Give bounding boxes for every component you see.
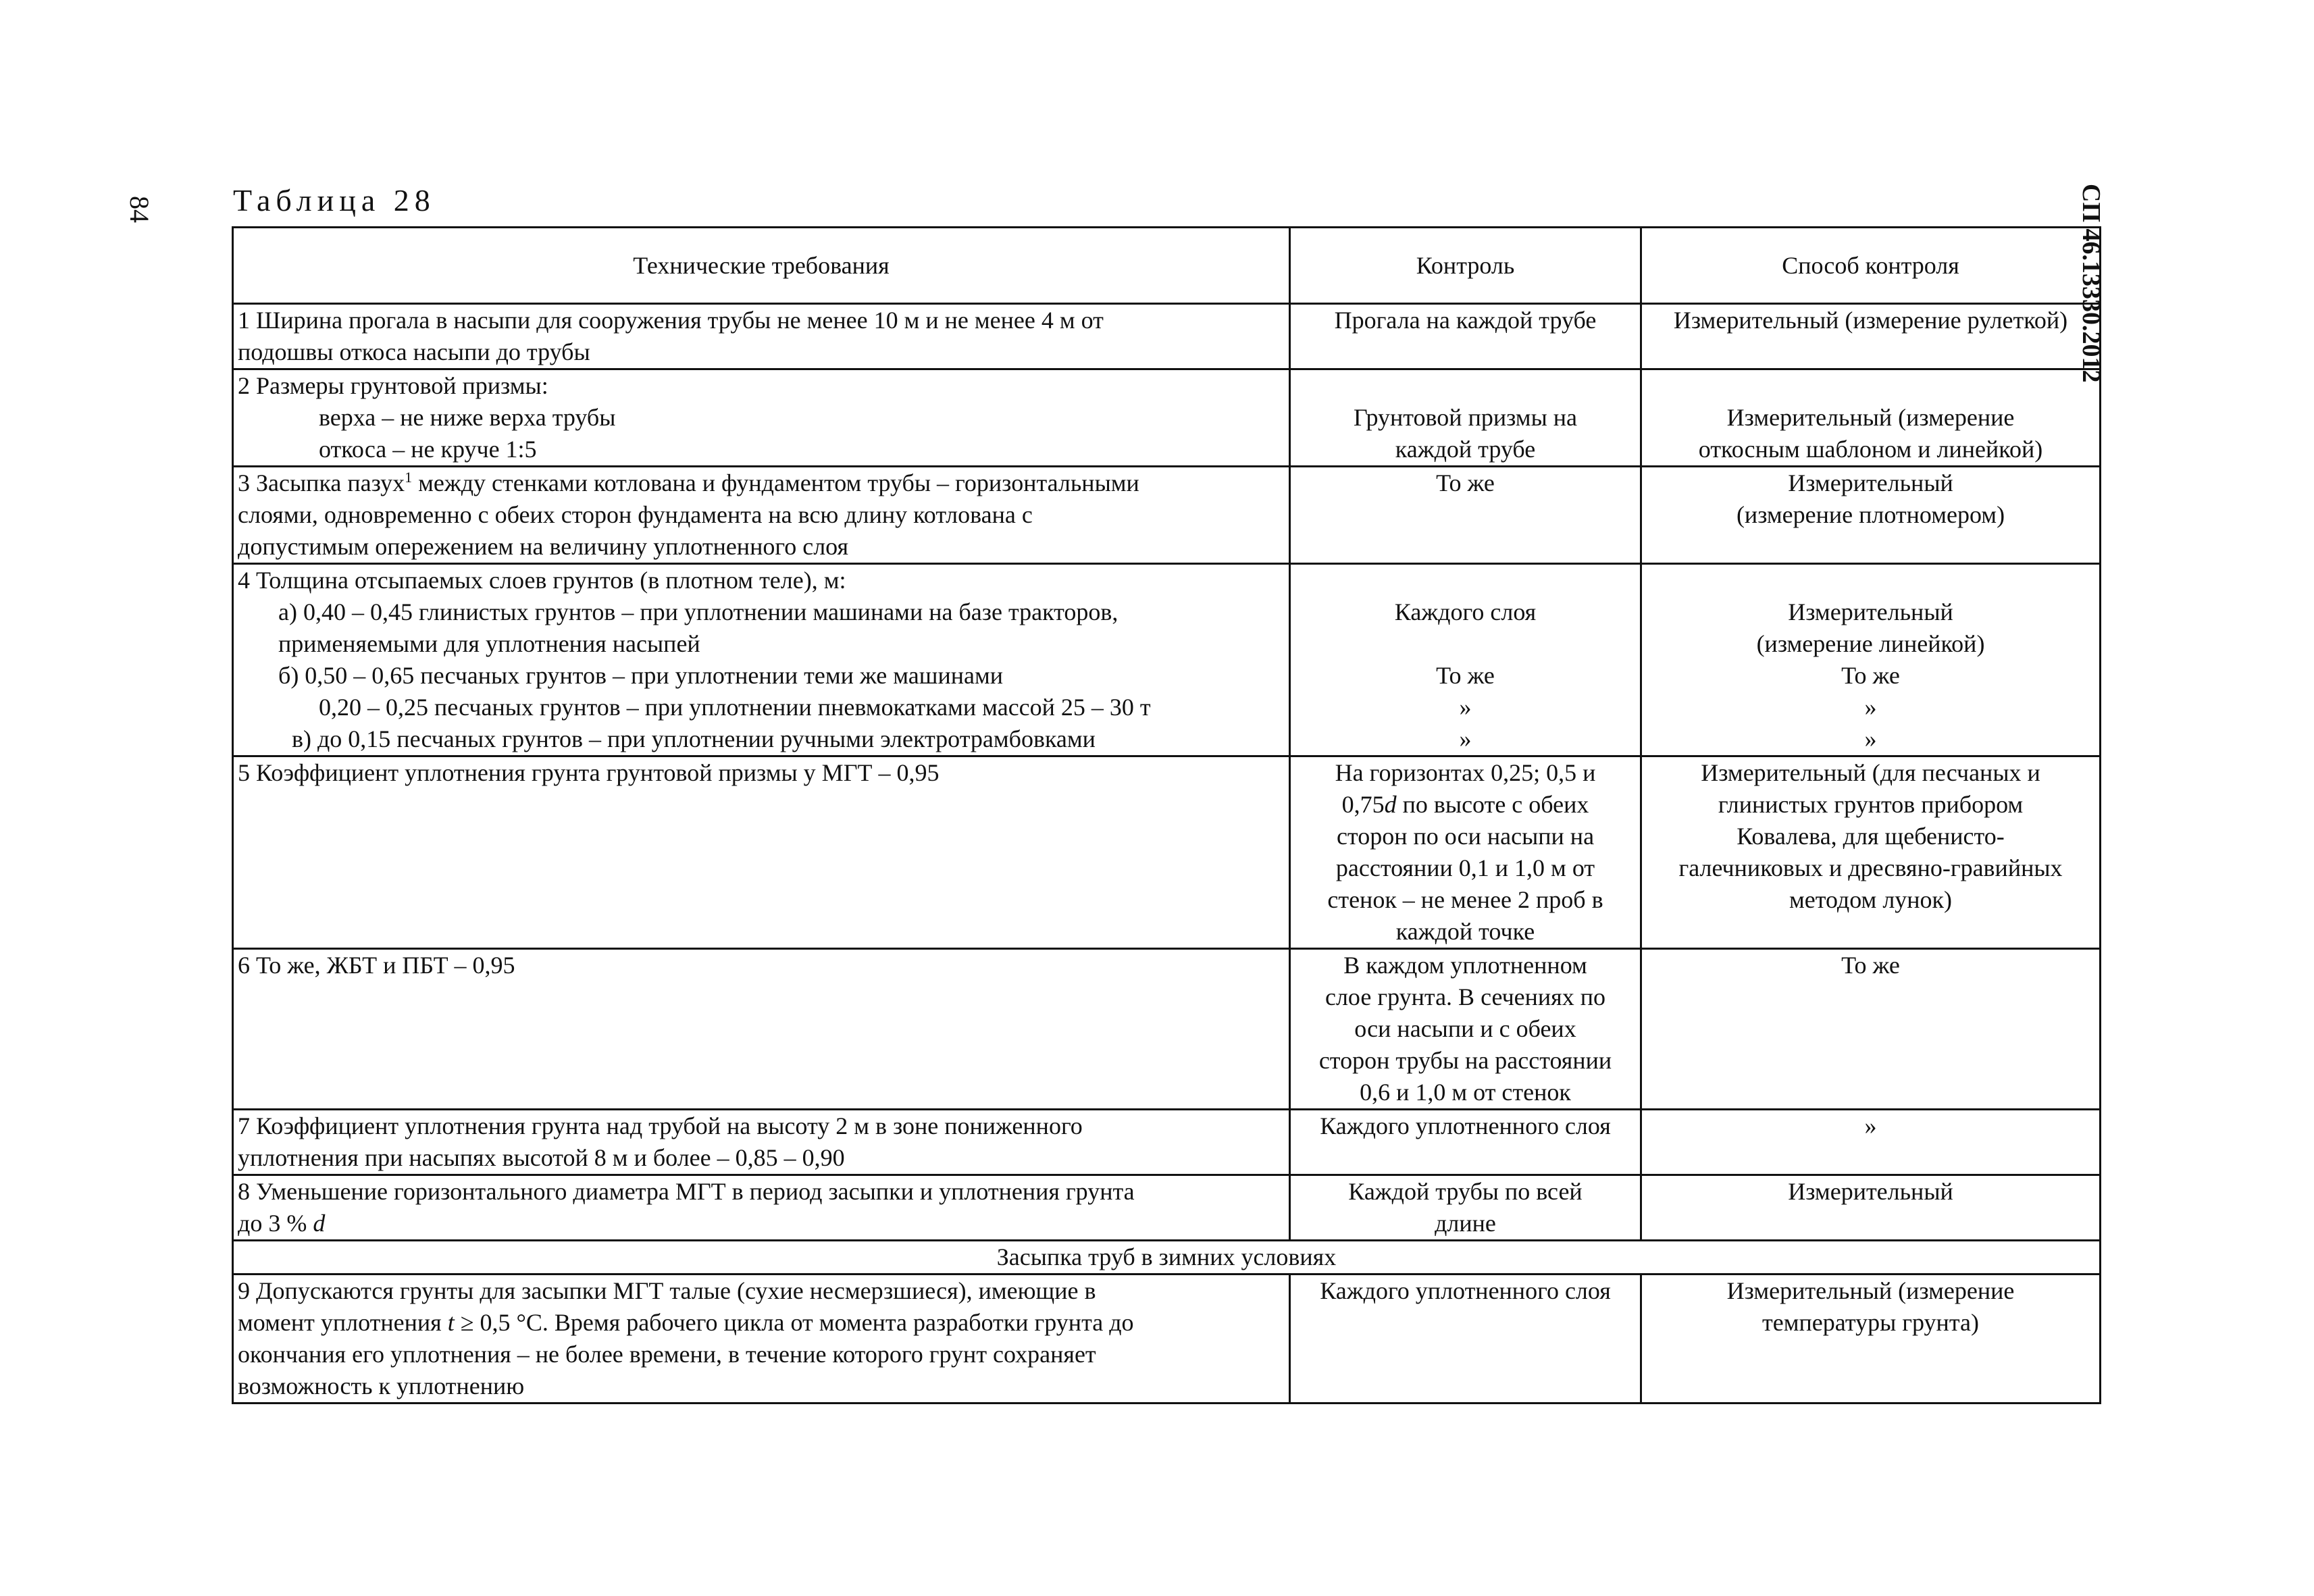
method-cell (1641, 564, 2101, 756)
control-cell (1290, 1110, 1641, 1175)
table-row (233, 1275, 2101, 1404)
cell-line: возможность к уплотнению (238, 1372, 525, 1399)
cell-line: откоса – не круче 1:5 (319, 436, 537, 463)
cell-line: допустимым опережением на величину уплотненного слоя (238, 533, 849, 560)
requirement-cell (233, 564, 1290, 756)
requirement-cell (233, 1175, 1290, 1241)
cell-line: температуры грунта) (1762, 1309, 1979, 1336)
cell-line: слое грунта. В сечениях по (1325, 983, 1606, 1010)
cell-line: каждой трубе (1395, 436, 1536, 463)
control-cell (1290, 1175, 1641, 1241)
cell-line: Ковалева, для щебенисто- (1737, 823, 2005, 850)
cell-line: Измерительный (измерение (1726, 1277, 2015, 1304)
cell-line (238, 1307, 1285, 1339)
cell-line: 2 Размеры грунтовой призмы: (238, 372, 548, 399)
method-cell (1641, 949, 2101, 1110)
table-caption: Таблица 28 (233, 183, 436, 217)
footnote-marker: 1 (405, 469, 413, 486)
cell-spacer (1295, 370, 1636, 402)
cell-line: уплотнения при насыпях высотой 8 м и более – 0,85 – 0,90 (238, 1144, 845, 1171)
cell-text: 0,75 (1341, 791, 1385, 818)
cell-spacer (1646, 565, 2095, 596)
cell-line: То же (1841, 662, 1900, 689)
page-number: 84 (124, 196, 155, 223)
header-technical-requirements: Технические требования (233, 228, 1290, 304)
method-cell (1641, 304, 2101, 369)
cell-line: Грунтовой призмы на (1353, 404, 1578, 431)
cell-line: Измерительный (1788, 1178, 1953, 1205)
cell-line: 8 Уменьшение горизонтального диаметра МГТ в период засыпки и уплотнения грунта (238, 1178, 1135, 1205)
cell-line: сторон по оси насыпи на (1336, 823, 1595, 850)
cell-line: В каждом уплотненном (1343, 952, 1587, 979)
cell-line: методом лунок) (1789, 886, 1953, 913)
table-row (233, 949, 2101, 1110)
cell-line: в) до 0,15 песчаных грунтов – при уплотнении ручными электротрамбовками (292, 725, 1096, 752)
cell-line: длине (1435, 1210, 1496, 1237)
cell-line (238, 467, 1285, 499)
cell-line: оси насыпи и с обеих (1354, 1015, 1576, 1042)
control-cell (1290, 1275, 1641, 1404)
table-row (233, 369, 2101, 467)
method-cell (1641, 1110, 2101, 1175)
cell-line: применяемыми для уплотнения насыпей (278, 630, 700, 657)
cell-line: расстоянии 0,1 и 1,0 м от (1335, 854, 1595, 881)
table-row (233, 564, 2101, 756)
cell-line: б) 0,50 – 0,65 песчаных грунтов – при уплотнении теми же машинами (278, 662, 1004, 689)
method-cell (1641, 756, 2101, 949)
cell-text: ≥ 0,5 °С. Время рабочего цикла от момента разработки грунта до (454, 1309, 1134, 1336)
method-cell (1641, 467, 2101, 564)
cell-line: Каждого уплотненного слоя (1320, 1112, 1611, 1139)
cell-text: момент уплотнения (238, 1309, 448, 1336)
cell-line: 7 Коэффициент уплотнения грунта над трубой на высоту 2 м в зоне пониженного (238, 1112, 1083, 1139)
cell-spacer (1646, 370, 2095, 402)
cell-line: стенок – не менее 2 проб в (1327, 886, 1603, 913)
requirement-cell (233, 1110, 1290, 1175)
cell-line (238, 1208, 1285, 1239)
cell-line: 4 Толщина отсыпаемых слоев грунтов (в плотном теле), м: (238, 567, 846, 594)
cell-line: Измерительный (измерение рулеткой) (1673, 307, 2068, 334)
requirement-cell (233, 304, 1290, 369)
cell-line: » (1459, 725, 1472, 752)
cell-line: подошвы откоса насыпи до трубы (238, 338, 590, 365)
cell-line: То же (1436, 469, 1495, 496)
document-code: СП 46.13330.2012 (2077, 184, 2105, 383)
cell-text: между стенками котлована и фундаментом трубы – горизонтальными (412, 469, 1139, 496)
cell-line: » (1459, 694, 1472, 721)
cell-line: галечниковых и дресвяно-гравийных (1678, 854, 2063, 881)
cell-line: » (1864, 694, 1877, 721)
cell-text: по высоте с обеих (1396, 791, 1589, 818)
cell-line: слоями, одновременно с обеих сторон фундамента на всю длину котлована с (238, 501, 1033, 528)
table-header-row (233, 228, 2101, 304)
cell-line: верха – не ниже верха трубы (319, 404, 616, 431)
cell-line: То же (1436, 662, 1495, 689)
temperature-symbol: t (447, 1309, 455, 1336)
cell-line: Измерительный (1788, 598, 1953, 625)
control-cell (1290, 564, 1641, 756)
cell-line: Каждой трубы по всей (1348, 1178, 1583, 1205)
requirement-cell (233, 369, 1290, 467)
cell-line (1295, 789, 1636, 821)
cell-line: » (1864, 725, 1877, 752)
table-row (233, 304, 2101, 369)
table-row (233, 756, 2101, 949)
cell-line: глинистых грунтов прибором (1718, 791, 2024, 818)
table-row (233, 1175, 2101, 1241)
cell-line: (измерение плотномером) (1736, 501, 2005, 528)
cell-line: Измерительный (для песчаных и (1701, 759, 2040, 786)
control-cell (1290, 369, 1641, 467)
requirements-table (232, 226, 2101, 1404)
cell-line: 0,20 – 0,25 песчаных грунтов – при уплотнении пневмокатками массой 25 – 30 т (319, 694, 1151, 721)
section-title: Засыпка труб в зимних условиях (233, 1241, 2101, 1275)
cell-line: » (1864, 1112, 1877, 1139)
cell-line: а) 0,40 – 0,45 глинистых грунтов – при уплотнении машинами на базе тракторов, (278, 598, 1119, 625)
cell-line: 1 Ширина прогала в насыпи для сооружения трубы не менее 10 м и не менее 4 м от (238, 307, 1104, 334)
cell-line: То же (1841, 952, 1900, 979)
diameter-symbol: d (313, 1210, 326, 1237)
cell-line: сторон трубы на расстоянии (1318, 1047, 1612, 1074)
cell-line: Каждого уплотненного слоя (1320, 1277, 1611, 1304)
requirement-cell (233, 1275, 1290, 1404)
cell-spacer (1295, 628, 1636, 660)
cell-text: 3 Засыпка пазух (238, 469, 405, 496)
method-cell (1641, 369, 2101, 467)
method-cell (1641, 1175, 2101, 1241)
table-row (233, 467, 2101, 564)
control-cell (1290, 949, 1641, 1110)
cell-line: Каждого слоя (1394, 598, 1537, 625)
cell-line: Измерительный (измерение (1726, 404, 2015, 431)
cell-spacer (1295, 565, 1636, 596)
diameter-symbol: d (1384, 791, 1397, 818)
cell-line: откосным шаблоном и линейкой) (1698, 436, 2043, 463)
header-control: Контроль (1290, 228, 1641, 304)
control-cell (1290, 756, 1641, 949)
requirement-cell (233, 949, 1290, 1110)
cell-line: Измерительный (1788, 469, 1953, 496)
cell-line: На горизонтах 0,25; 0,5 и (1335, 759, 1596, 786)
cell-line: 9 Допускаются грунты для засыпки МГТ талые (сухие несмерзшиеся), имеющие в (238, 1277, 1096, 1304)
section-row (233, 1241, 2101, 1275)
cell-text: до 3 % (238, 1210, 313, 1237)
requirement-cell (233, 756, 1290, 949)
cell-line: каждой точке (1395, 918, 1535, 945)
cell-line: окончания его уплотнения – не более времени, в течение которого грунт сохраняет (238, 1341, 1096, 1368)
cell-line: 6 То же, ЖБТ и ПБТ – 0,95 (238, 952, 515, 979)
method-cell (1641, 1275, 2101, 1404)
cell-line: 5 Коэффициент уплотнения грунта грунтовой призмы у МГТ – 0,95 (238, 759, 940, 786)
requirement-cell (233, 467, 1290, 564)
cell-line: (измерение линейкой) (1756, 630, 1985, 657)
control-cell (1290, 304, 1641, 369)
cell-line: Прогала на каждой трубе (1334, 307, 1597, 334)
table-row (233, 1110, 2101, 1175)
cell-line: 0,6 и 1,0 м от стенок (1360, 1079, 1571, 1106)
control-cell (1290, 467, 1641, 564)
header-control-method: Способ контроля (1641, 228, 2101, 304)
